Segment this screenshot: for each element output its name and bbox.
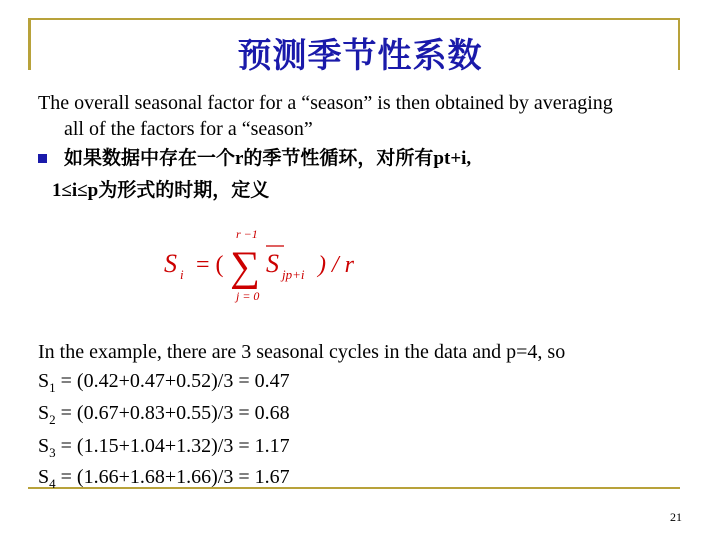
result-line-2 xyxy=(38,402,290,428)
formula-eq: = ( xyxy=(196,252,224,278)
result-line-1 xyxy=(38,370,290,396)
intro-line-2: all of the factors for a “season” xyxy=(64,118,313,140)
result-subscript: 1 xyxy=(49,380,56,395)
result-expression: = (0.42+0.47+0.52)/3 = 0.47 xyxy=(55,370,290,392)
bullet-text-line-2: 1≤i≤p为形式的时期，定义 xyxy=(52,180,270,201)
result-line-4 xyxy=(38,466,290,492)
formula-sum-bottom: j = 0 xyxy=(236,289,260,303)
seasonal-factor-formula xyxy=(160,224,390,304)
bullet-square-icon xyxy=(38,154,47,163)
frame-top-line xyxy=(28,18,680,20)
formula-term: S xyxy=(266,249,279,278)
result-symbol: S xyxy=(38,435,50,457)
result-expression: = (0.67+0.83+0.55)/3 = 0.68 xyxy=(55,402,290,424)
result-symbol: S xyxy=(38,402,50,424)
result-symbol: S xyxy=(38,466,50,488)
formula-lhs-sub: i xyxy=(180,267,184,282)
formula-tail: ) / r xyxy=(318,252,354,278)
intro-line-1: The overall seasonal factor for a “season” is then obtained by averaging xyxy=(38,92,613,114)
result-subscript: 2 xyxy=(49,412,56,427)
example-intro: In the example, there are 3 seasonal cycles in the data and p=4, so xyxy=(38,341,566,363)
page-number: 21 xyxy=(670,510,682,524)
formula-sum-top: r −1 xyxy=(236,227,258,241)
intro-paragraph xyxy=(38,90,688,142)
result-expression: = (1.15+1.04+1.32)/3 = 1.17 xyxy=(55,435,290,457)
result-subscript: 4 xyxy=(49,476,56,491)
slide-title: 预测季节性系数 xyxy=(237,36,483,76)
result-symbol: S xyxy=(38,370,50,392)
result-expression: = (1.66+1.68+1.66)/3 = 1.67 xyxy=(55,466,290,488)
result-line-3 xyxy=(38,435,290,461)
formula-sum-symbol: ∑ xyxy=(230,244,260,290)
bullet-text: 如果数据中存在一个r的季节性循环，对所有pt+i, xyxy=(64,148,472,169)
result-subscript: 3 xyxy=(49,445,56,460)
formula-lhs: S xyxy=(164,249,177,278)
formula-term-sub: jp+i xyxy=(282,267,305,282)
